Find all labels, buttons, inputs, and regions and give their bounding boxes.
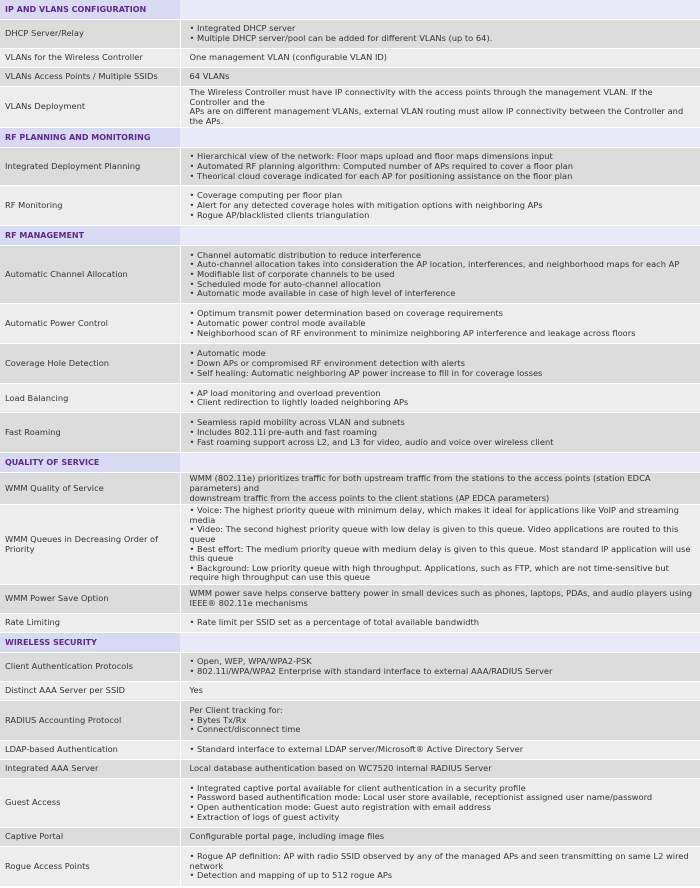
value-line: 64 VLANs: [189, 71, 230, 82]
row-label: Rogue Access Points: [0, 846, 180, 886]
value-line: • Hierarchical view of the network: Floor maps upload and floor maps dimensions input: [189, 151, 553, 162]
section-header-wireless-security: [0, 632, 700, 652]
section-spacer: [180, 632, 700, 652]
table-row: [0, 505, 700, 585]
value-line: • Extraction of logs of guest activity: [189, 811, 340, 822]
value-line: Yes: [189, 685, 203, 696]
value-line: • Bytes Tx/Rx: [189, 714, 247, 725]
row-label: WMM Queues in Decreasing Order of Priority: [0, 505, 180, 585]
value-line: • Neighborhood scan of RF environment to minimize neighboring AP interference and leakage across floors: [189, 327, 636, 338]
table-row: [0, 148, 700, 186]
value-line: • Voice: The highest priority queue with minimum delay, which makes it ideal for applications like VoIP and streaming media: [189, 505, 679, 525]
row-label: WMM Power Save Option: [0, 584, 180, 613]
value-line: • Automatic power control mode available: [189, 318, 366, 329]
row-value: [180, 344, 700, 384]
row-label: Automatic Channel Allocation: [0, 246, 180, 304]
row-value: [180, 584, 700, 613]
value-line: • Video: The second highest priority queue with low delay is given to this queue. Video applications are routed to this queue: [189, 524, 679, 544]
row-value: [180, 246, 700, 304]
table-row: [0, 20, 700, 49]
value-line: • Seamless rapid mobility across VLAN and subnets: [189, 417, 405, 428]
value-line: • AP load monitoring and overload prevention: [189, 387, 381, 398]
row-label: VLANs for the Wireless Controller: [0, 49, 180, 68]
section-header-rf-management: [0, 226, 700, 246]
table-row: [0, 700, 700, 740]
section-header-rf-planning-and-monitoring: [0, 128, 700, 148]
value-line: APs are on different management VLANs, external VLAN routing must allow IP connectivity between the Controller and the APs.: [189, 106, 684, 126]
row-value: [180, 384, 700, 413]
value-line: • Multiple DHCP server/pool can be added for different VLANs (up to 64).: [189, 33, 493, 43]
table-row: [0, 384, 700, 413]
row-value: [180, 652, 700, 681]
section-header-quality-of-service: [0, 453, 700, 473]
value-line: • Rogue AP definition: AP with radio SSID observed by any of the managed APs and seen transmitting on same L2 wired network: [189, 851, 689, 871]
value-line: • Integrated DHCP server: [189, 23, 296, 34]
row-value: [180, 304, 700, 344]
row-label: Rate Limiting: [0, 613, 180, 632]
section-title: IP AND VLANS CONFIGURATION: [0, 0, 180, 20]
row-label: RADIUS Accounting Protocol: [0, 700, 180, 740]
row-value: [180, 505, 700, 585]
row-value: [180, 68, 700, 87]
row-label: VLANs Deployment: [0, 87, 180, 128]
value-line: WMM power save helps conserve battery power in small devices such as phones, laptops, PDAs, and audio players using IEEE® 802.11e mechanisms: [189, 588, 692, 608]
value-line: • Background: Low priority queue with high throughput. Applications, such as FTP, which are not time-sensitive but require high throughput can use this queue: [189, 562, 669, 583]
table-row: [0, 613, 700, 632]
section-spacer: [180, 226, 700, 246]
value-line: downstream traffic from the access points to the client stations (AP EDCA parameters): [189, 492, 550, 503]
table-row: [0, 473, 700, 505]
row-label: RF Monitoring: [0, 186, 180, 226]
value-line: • Rogue AP/blacklisted clients triangulation: [189, 209, 370, 220]
section-header-ip-and-vlans-configuration: [0, 0, 700, 20]
value-line: • Scheduled mode for auto-channel allocation: [189, 278, 381, 289]
row-value: [180, 827, 700, 846]
row-label: LDAP-based Authentication: [0, 740, 180, 759]
value-line: Configurable portal page, including image files: [189, 831, 385, 842]
table-row: [0, 246, 700, 304]
value-line: Per Client tracking for:: [189, 705, 283, 716]
row-value: [180, 148, 700, 186]
row-value: [180, 20, 700, 49]
value-line: One management VLAN (configurable VLAN ID): [189, 52, 388, 63]
value-line: • Password based authentification mode: Local user store available, receptionist assigned user name/password: [189, 792, 653, 803]
value-line: WMM (802.11e) prioritizes traffic for both upstream traffic from the stations to the access points (station EDCA parameters) and: [189, 473, 651, 493]
row-label: Distinct AAA Server per SSID: [0, 681, 180, 700]
table-row: [0, 759, 700, 778]
row-value: [180, 846, 700, 886]
value-line: • Down APs or compromised RF environment detection with alerts: [189, 358, 465, 369]
value-line: • Modifiable list of corporate channels to be used: [189, 269, 395, 280]
row-label: Integrated Deployment Planning: [0, 148, 180, 186]
row-label: VLANs Access Points / Multiple SSIDs: [0, 68, 180, 87]
value-line: • Channel automatic distribution to reduce interference: [189, 249, 421, 260]
value-line: • Connect/disconnect time: [189, 724, 301, 735]
value-line: Local database authentication based on WC7520 internal RADIUS Server: [189, 763, 492, 774]
value-line: • Fast roaming support across L2, and L3 for video, audio and voice over wireless client: [189, 436, 554, 447]
table-row: [0, 584, 700, 613]
table-row: [0, 87, 700, 128]
value-line: • Optimum transmit power determination based on coverage requirements: [189, 308, 503, 319]
value-line: • Includes 802.11i pre-auth and fast roaming: [189, 427, 378, 438]
row-value: [180, 740, 700, 759]
row-label: Client Authentication Protocols: [0, 652, 180, 681]
value-line: • Rate limit per SSID set as a percentage of total available bandwidth: [189, 617, 480, 628]
row-label: DHCP Server/Relay: [0, 20, 180, 49]
table-row: [0, 68, 700, 87]
value-line: • Client redirection to lightly loaded neighboring APs: [189, 397, 409, 408]
value-line: • Automatic mode: [189, 348, 266, 359]
value-line: • Open, WEP, WPA/WPA2-PSK: [189, 656, 312, 667]
table-row: [0, 186, 700, 226]
value-line: • Auto-channel allocation takes into consideration the AP location, interferences, and neighborhood maps for each AP: [189, 259, 680, 270]
row-value: [180, 681, 700, 700]
table-row: [0, 681, 700, 700]
row-label: Guest Access: [0, 778, 180, 827]
section-spacer: [180, 0, 700, 20]
section-spacer: [180, 453, 700, 473]
table-row: [0, 846, 700, 886]
value-line: • Integrated captive portal available for client authentication in a security profile: [189, 782, 526, 793]
row-label: Automatic Power Control: [0, 304, 180, 344]
section-title: RF MANAGEMENT: [0, 226, 180, 246]
value-line: • Standard interface to external LDAP server/Microsoft® Active Directory Server: [189, 744, 524, 755]
row-value: [180, 778, 700, 827]
value-line: • Detection and mapping of up to 512 rogue APs: [189, 870, 393, 881]
table-row: [0, 344, 700, 384]
table-row: [0, 49, 700, 68]
row-value: [180, 186, 700, 226]
row-value: [180, 700, 700, 740]
value-line: • Coverage computing per floor plan: [189, 190, 343, 201]
value-line: • 802.11i/WPA/WPA2 Enterprise with standard interface to external AAA/RADIUS Server: [189, 665, 553, 676]
row-value: [180, 87, 700, 128]
value-line: • Automated RF planning algorithm: Computed number of APs required to cover a floor plan: [189, 161, 574, 172]
table-row: [0, 778, 700, 827]
value-line: • Self healing: Automatic neighboring AP power increase to fill in for coverage losses: [189, 367, 543, 378]
row-value: [180, 49, 700, 68]
table-row: [0, 652, 700, 681]
row-label: Fast Roaming: [0, 413, 180, 453]
value-line: • Alert for any detected coverage holes with mitigation options with neighboring APs: [189, 200, 543, 211]
section-spacer: [180, 128, 700, 148]
value-line: • Open authentication mode: Guest auto registration with email address: [189, 801, 491, 812]
value-line: • Automatic mode available in case of high level of interference: [189, 288, 456, 299]
section-title: QUALITY OF SERVICE: [0, 453, 180, 473]
section-title: RF PLANNING AND MONITORING: [0, 128, 180, 148]
row-label: Load Balancing: [0, 384, 180, 413]
table-row: [0, 413, 700, 453]
row-label: Coverage Hole Detection: [0, 344, 180, 384]
row-value: [180, 413, 700, 453]
value-line: • Best effort: The medium priority queue with medium delay is given to this queue. Most standard IP application will use this queue: [189, 543, 691, 564]
value-line: • Theorical cloud coverage indicated for each AP for positioning assistance on the floor plan: [189, 170, 573, 181]
section-title: WIRELESS SECURITY: [0, 632, 180, 652]
table-row: [0, 827, 700, 846]
row-label: Captive Portal: [0, 827, 180, 846]
row-value: [180, 473, 700, 505]
value-line: The Wireless Controller must have IP connectivity with the access points through the management VLAN. If the Controller and the: [189, 87, 653, 107]
row-label: Integrated AAA Server: [0, 759, 180, 778]
table-row: [0, 740, 700, 759]
row-value: [180, 759, 700, 778]
table-row: [0, 304, 700, 344]
row-value: [180, 613, 700, 632]
row-label: WMM Quality of Service: [0, 473, 180, 505]
